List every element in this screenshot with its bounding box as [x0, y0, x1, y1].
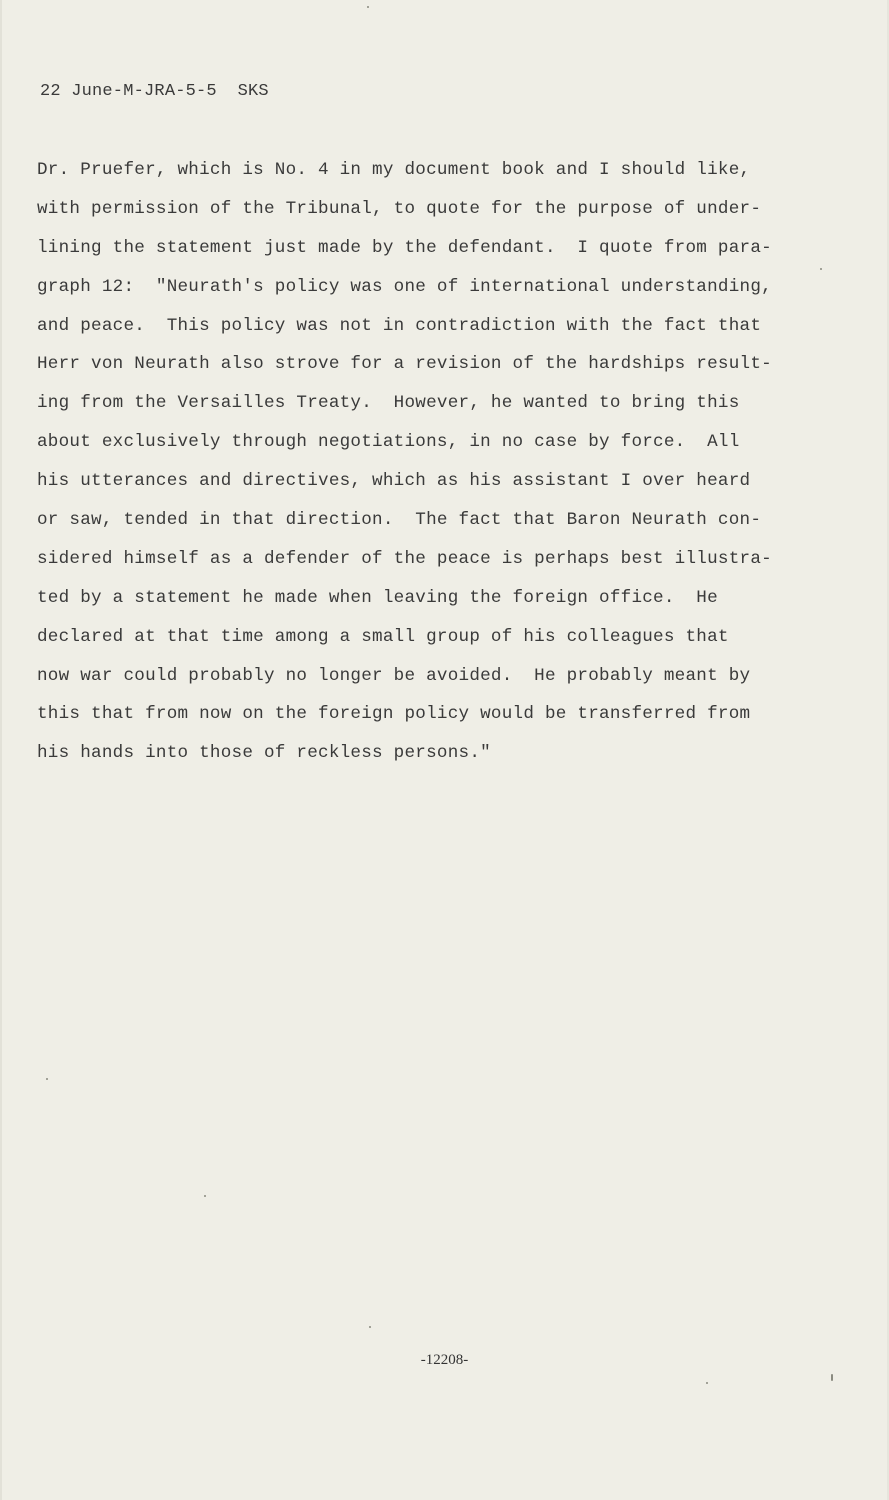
- transcript-line: graph 12: "Neurath's policy was one of international understanding,: [37, 276, 772, 297]
- transcript-line: now war could probably no longer be avoided. He probably meant by: [37, 665, 751, 686]
- paper-speck: [831, 1374, 833, 1381]
- transcript-line: and peace. This policy was not in contradiction with the fact that: [37, 315, 762, 336]
- paper-speck: [204, 1195, 206, 1197]
- paper-speck: [820, 268, 822, 270]
- transcript-line: sidered himself as a defender of the peace is perhaps best illustra-: [37, 548, 772, 569]
- transcript-line: his utterances and directives, which as his assistant I over heard: [37, 471, 751, 492]
- transcript-line: about exclusively through negotiations, in no case by force. All: [37, 432, 740, 453]
- transcript-line: or saw, tended in that direction. The fact that Baron Neurath con-: [37, 510, 762, 531]
- document-reference: 22 June-M-JRA-5-5 SKS: [40, 82, 269, 101]
- transcript-body: [37, 158, 837, 780]
- transcript-line: ted by a statement he made when leaving the foreign office. He: [37, 587, 718, 608]
- transcript-line: lining the statement just made by the defendant. I quote from para-: [37, 237, 772, 258]
- transcript-line: this that from now on the foreign policy would be transferred from: [37, 704, 751, 725]
- paper-speck: [369, 1326, 371, 1328]
- transcript-line: ing from the Versailles Treaty. However, he wanted to bring this: [37, 393, 740, 414]
- paper-speck: [46, 1078, 48, 1080]
- page-number: -12208-: [420, 1352, 469, 1368]
- transcript-line: Dr. Pruefer, which is No. 4 in my document book and I should like,: [37, 160, 751, 180]
- transcript-line: Herr von Neurath also strove for a revision of the hardships result-: [37, 354, 772, 375]
- transcript-line: his hands into those of reckless persons.": [37, 743, 491, 764]
- transcript-line: with permission of the Tribunal, to quote for the purpose of under-: [37, 198, 762, 219]
- transcript-line: declared at that time among a small group of his colleagues that: [37, 626, 729, 647]
- paper-speck: [367, 6, 369, 8]
- paper-speck: [706, 1382, 708, 1384]
